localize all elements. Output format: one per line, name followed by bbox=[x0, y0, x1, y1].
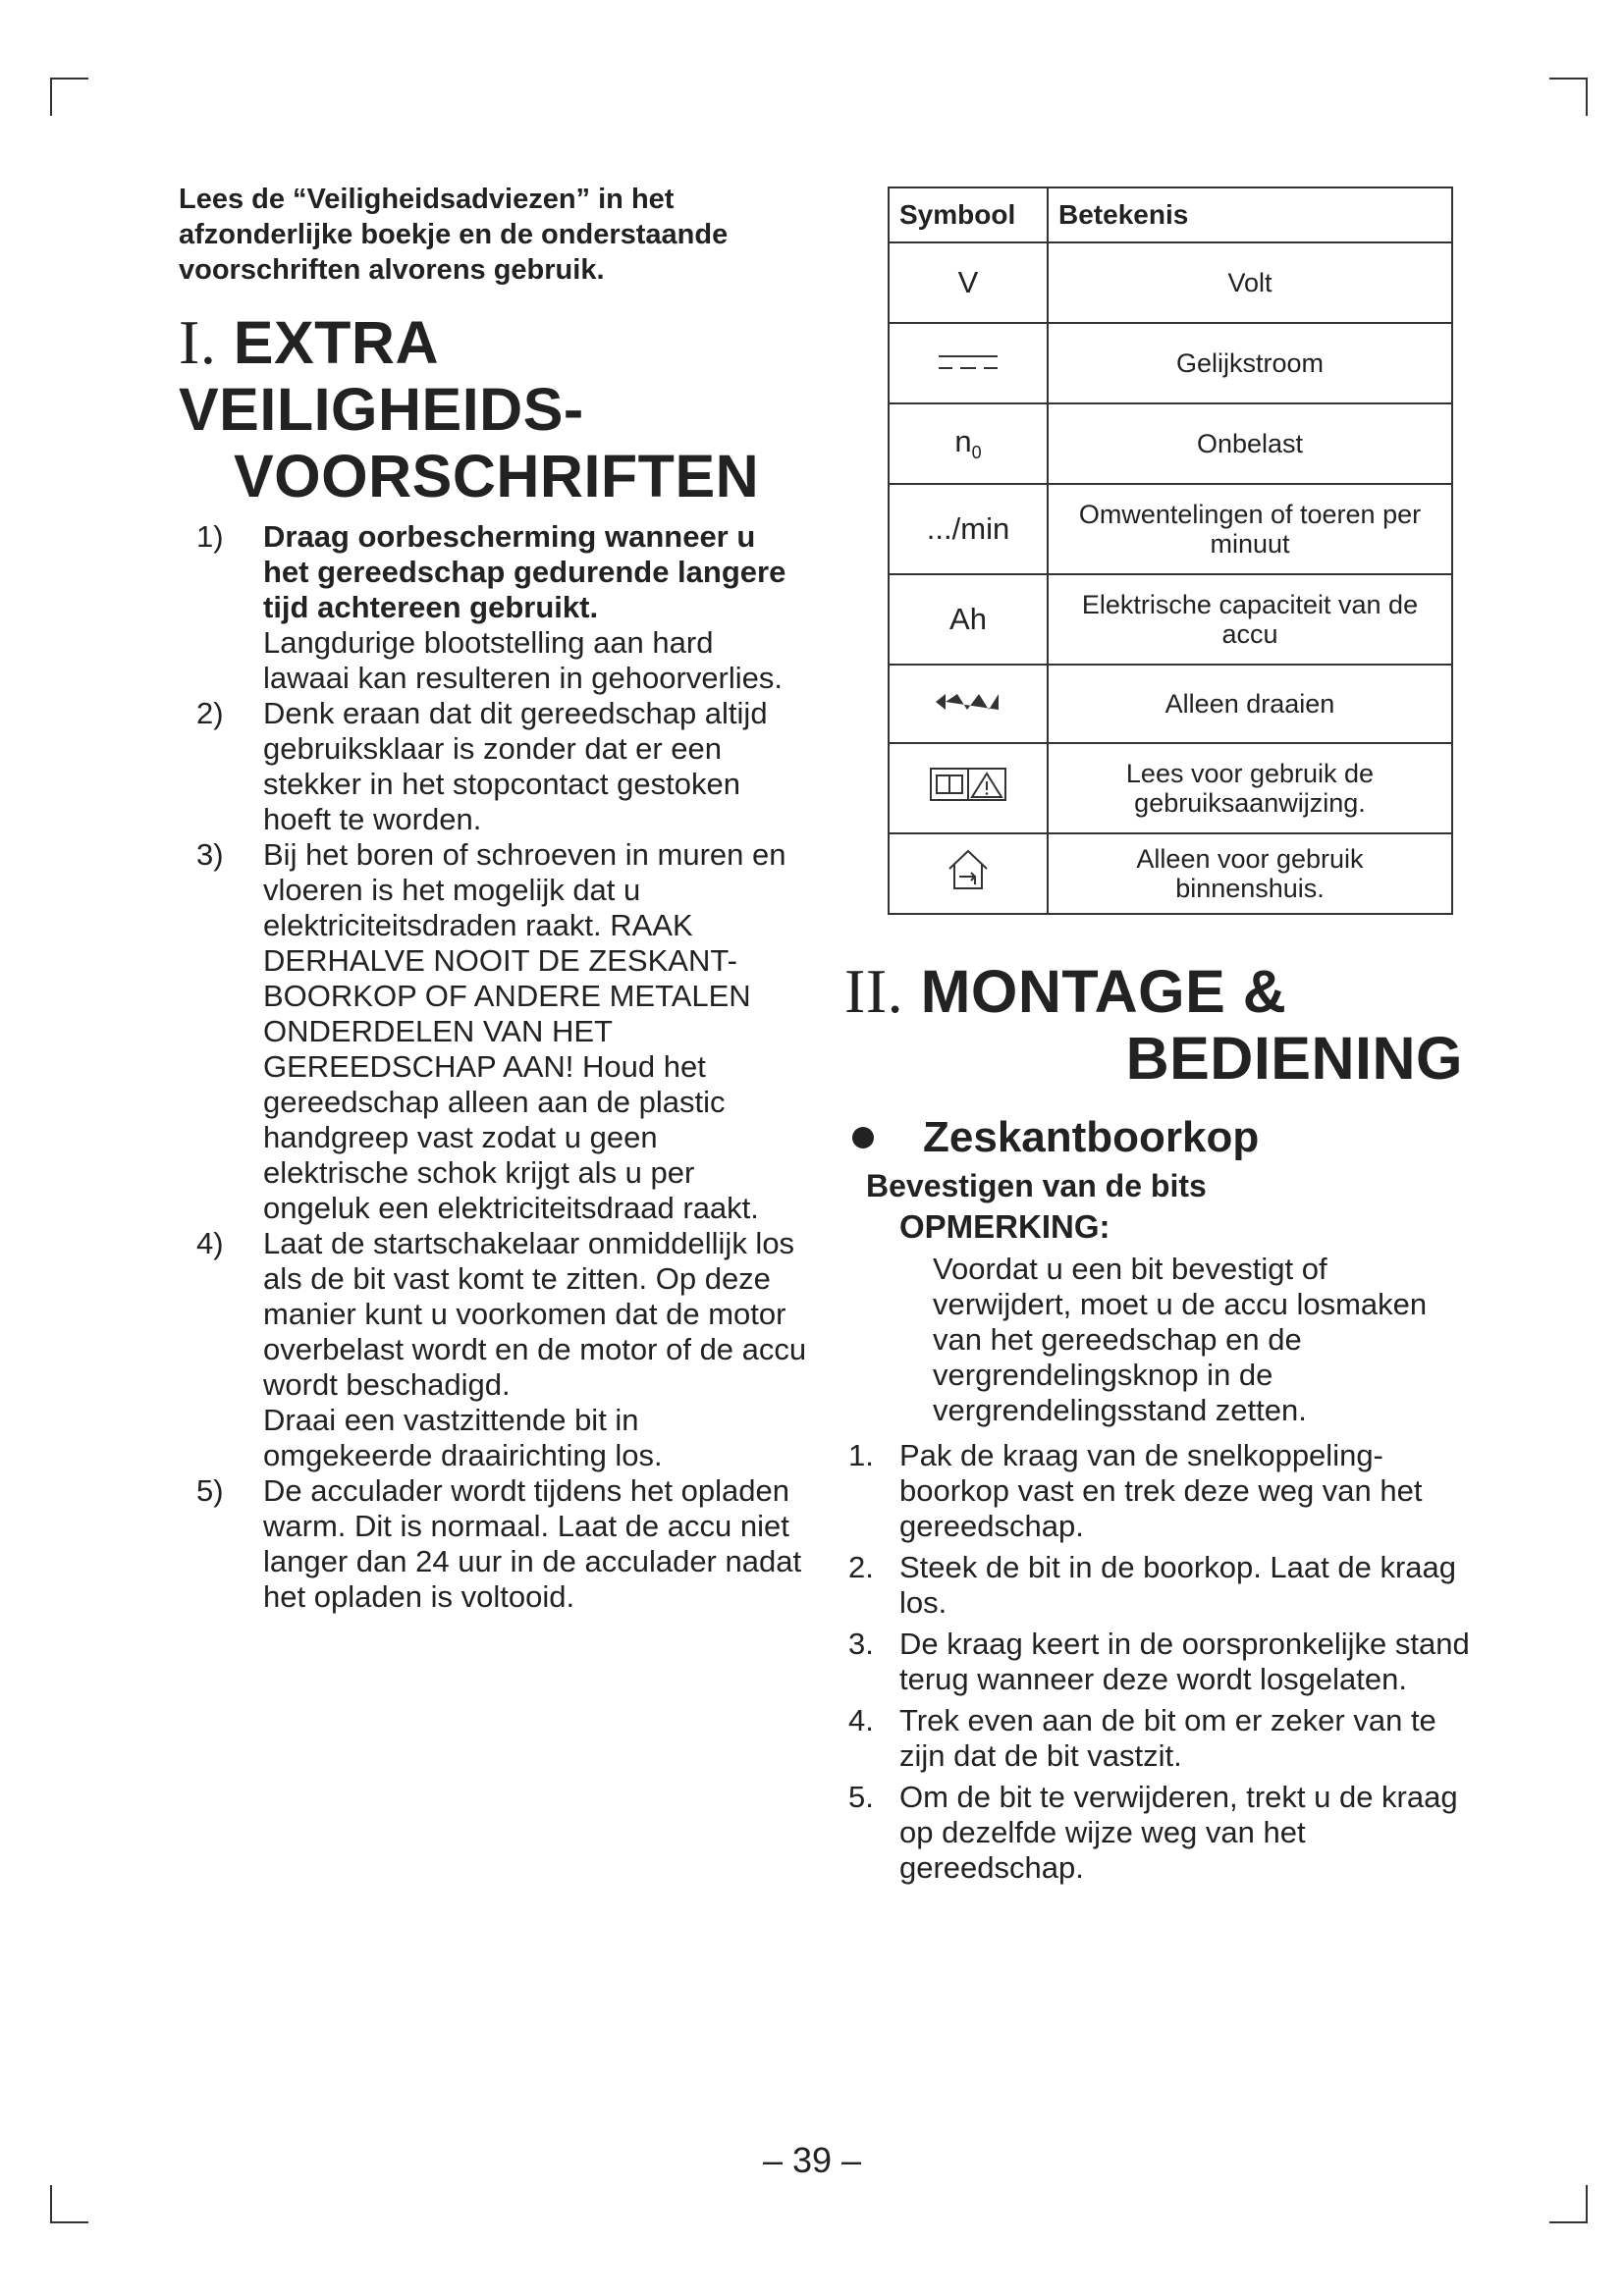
crop-mark-bottom-left bbox=[49, 2185, 88, 2224]
symbol-n: n bbox=[954, 423, 972, 458]
section-2-numeral: II. bbox=[844, 956, 904, 1026]
read-manual-icon bbox=[929, 765, 1007, 804]
meaning-cell: Omwentelingen of toeren per minuut bbox=[1048, 484, 1452, 574]
meaning-cell: Onbelast bbox=[1048, 403, 1452, 484]
list-item bbox=[844, 1438, 1473, 1544]
list-item bbox=[844, 1780, 1473, 1886]
rotate-only-icon bbox=[934, 690, 1002, 714]
page-number: – 39 – bbox=[762, 2140, 862, 2180]
table-row bbox=[889, 242, 1452, 323]
note-text: Voordat u een bit bevestigt of verwijdert, moet u de accu losmaken van het gereedschap en de vergrendelingsknop in de vergrendelingsstand zetten. bbox=[933, 1252, 1428, 1427]
list-item-bold-text: Draag oorbescherming wanneer u het gereedschap gedurende langere tijd achtereen gebruikt. bbox=[263, 519, 786, 624]
symbol-cell: Ah bbox=[889, 574, 1048, 665]
list-item-text: Denk eraan dat dit gereedschap altijd gebruiksklaar is zonder dat er een stekker in het stopcontact gestoken hoeft te worden. bbox=[263, 696, 768, 836]
symbol-subscript: 0 bbox=[971, 443, 982, 463]
meaning-cell: Elektrische capaciteit van de accu bbox=[1048, 574, 1452, 665]
step-number: 2. bbox=[848, 1550, 874, 1584]
list-item bbox=[179, 1226, 807, 1473]
symbol-cell bbox=[889, 403, 1048, 484]
direct-current-icon bbox=[937, 351, 1000, 373]
step-text: Trek even aan de bit om er zeker van te zijn dat de bit vastzit. bbox=[899, 1703, 1436, 1773]
table-row bbox=[889, 665, 1452, 743]
section-1-title-line2: VOORSCHRIFTEN bbox=[234, 443, 760, 509]
symbol-cell bbox=[889, 833, 1048, 914]
step-text: Om de bit te verwijderen, trekt u de kraag op dezelfde wijze weg van het gereedschap. bbox=[899, 1780, 1458, 1885]
crop-mark-bottom-right bbox=[1549, 2185, 1589, 2224]
crop-mark-top-left bbox=[49, 77, 88, 116]
step-text: De kraag keert in de oorspronkelijke stand terug wanneer deze wordt losgelaten. bbox=[899, 1627, 1470, 1696]
hex-chuck-heading-text: Zeskantboorkop bbox=[923, 1113, 1260, 1161]
step-number: 4. bbox=[848, 1703, 874, 1737]
list-item-number: 1) bbox=[196, 519, 224, 554]
section-1-title bbox=[179, 309, 807, 509]
list-item-text-extra: Draai een vastzittende bit in omgekeerde draairichting los. bbox=[263, 1403, 663, 1472]
indoor-use-icon bbox=[946, 847, 991, 892]
right-column bbox=[844, 187, 1473, 1892]
list-item bbox=[179, 519, 807, 696]
step-number: 5. bbox=[848, 1780, 874, 1814]
meaning-cell: Gelijkstroom bbox=[1048, 323, 1452, 403]
table-row bbox=[889, 743, 1452, 833]
symbol-cell: V bbox=[889, 242, 1048, 323]
safety-list bbox=[179, 519, 807, 1615]
list-item bbox=[844, 1627, 1473, 1697]
list-item-number: 2) bbox=[196, 696, 224, 730]
table-header-meaning: Betekenis bbox=[1048, 187, 1452, 242]
list-item-number: 5) bbox=[196, 1473, 224, 1508]
section-1-title-line1: EXTRA VEILIGHEIDS- bbox=[179, 309, 584, 443]
step-text: Steek de bit in de boorkop. Laat de kraag los. bbox=[899, 1550, 1457, 1620]
section-1-numeral: I. bbox=[179, 307, 217, 377]
list-item bbox=[179, 837, 807, 1226]
list-item-number: 4) bbox=[196, 1226, 224, 1260]
symbol-table bbox=[888, 187, 1453, 915]
table-header-row bbox=[889, 187, 1452, 242]
table-header-symbol: Symbool bbox=[889, 187, 1048, 242]
step-number: 1. bbox=[848, 1438, 874, 1472]
subheading: Bevestigen van de bits bbox=[866, 1168, 1207, 1203]
symbol-cell: .../min bbox=[889, 484, 1048, 574]
meaning-cell: Lees voor gebruik de gebruiksaanwijzing. bbox=[1048, 743, 1452, 833]
intro-text: Lees de “Veiligheidsadviezen” in het afzonderlijke boekje en de onderstaande voorschriften alvorens gebruik. bbox=[179, 184, 729, 286]
list-item-text: De acculader wordt tijdens het opladen warm. Dit is normaal. Laat de accu niet langer dan 24 uur in de acculader nadat het opladen is voltooid. bbox=[263, 1473, 802, 1614]
crop-mark-top-right bbox=[1549, 77, 1589, 116]
list-item bbox=[844, 1550, 1473, 1621]
list-item bbox=[844, 1703, 1473, 1774]
table-row bbox=[889, 484, 1452, 574]
symbol-cell bbox=[889, 323, 1048, 403]
table-row bbox=[889, 574, 1452, 665]
list-item-text: Bij het boren of schroeven in muren en vloeren is het mogelijk dat u elektriciteitsdraden raakt. RAAK DERHALVE NOOIT DE ZESKANT-BOORKOP OF ANDERE METALEN ONDERDELEN VAN HET GEREEDSCHAP AAN! Houd het gereedschap alleen aan de plastic handgreep vast zodat u geen elektrische schok krijgt als u per ongeluk een elektriciteitsdraad raakt. bbox=[263, 837, 786, 1225]
meaning-cell: Alleen draaien bbox=[1048, 665, 1452, 743]
note-label: OPMERKING: bbox=[899, 1208, 1110, 1245]
steps-list bbox=[844, 1438, 1473, 1886]
table-row bbox=[889, 323, 1452, 403]
list-item-text: Langdurige blootstelling aan hard lawaai kan resulteren in gehoorverlies. bbox=[263, 625, 784, 695]
list-item-text: Laat de startschakelaar onmiddellijk los als de bit vast komt te zitten. Op deze manier kunt u voorkomen dat de motor overbelast wordt en de motor of de accu wordt beschadigd. bbox=[263, 1226, 807, 1402]
meaning-cell: Volt bbox=[1048, 242, 1452, 323]
hex-chuck-heading bbox=[844, 1113, 1473, 1162]
table-row bbox=[889, 833, 1452, 914]
section-2-title-line2: BEDIENING bbox=[1125, 1025, 1463, 1092]
table-row bbox=[889, 403, 1452, 484]
meaning-cell: Alleen voor gebruik binnenshuis. bbox=[1048, 833, 1452, 914]
symbol-cell bbox=[889, 665, 1048, 743]
symbol-cell bbox=[889, 743, 1048, 833]
list-item-number: 3) bbox=[196, 837, 224, 872]
section-2-title-line1: MONTAGE & bbox=[920, 958, 1287, 1025]
step-number: 3. bbox=[848, 1627, 874, 1661]
section-2-title bbox=[844, 958, 1473, 1092]
step-text: Pak de kraag van de snelkoppeling-boorkop vast en trek deze weg van het gereedschap. bbox=[899, 1438, 1423, 1543]
left-column bbox=[179, 182, 807, 1615]
bullet-dot bbox=[852, 1127, 874, 1148]
list-item bbox=[179, 696, 807, 837]
list-item bbox=[179, 1473, 807, 1615]
